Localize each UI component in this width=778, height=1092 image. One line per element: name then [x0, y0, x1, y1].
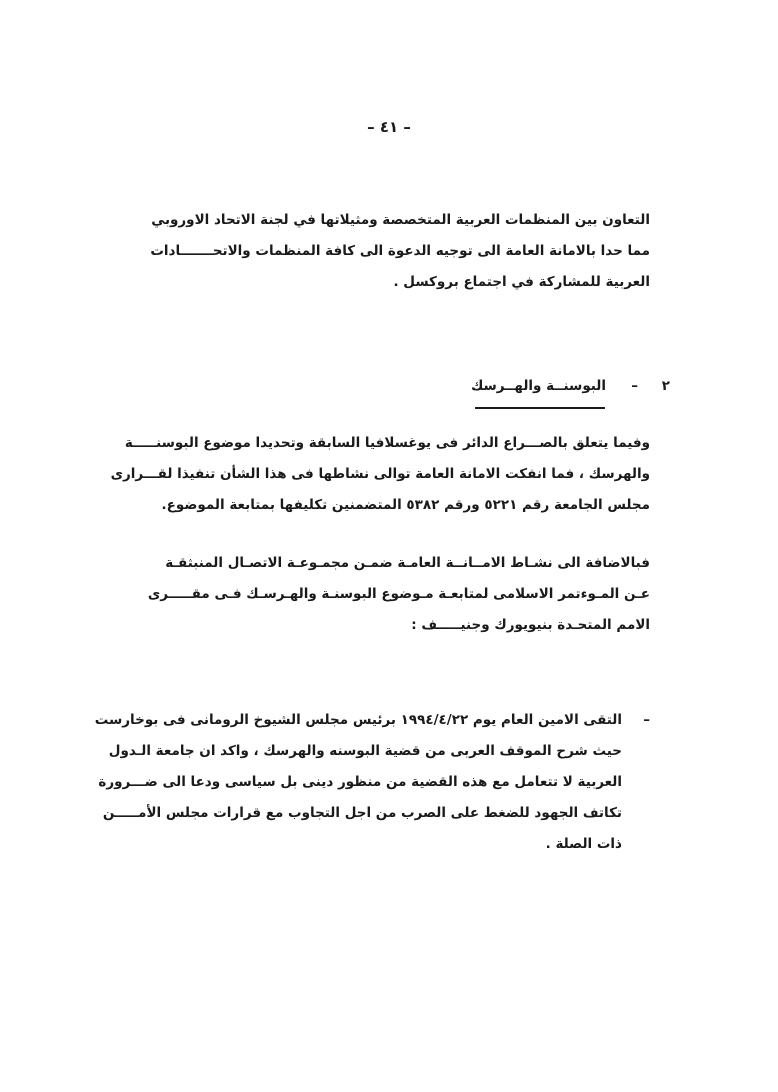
bullet-dash: – [643, 712, 650, 728]
bullet-line-1: التقى الامين العام يوم ١٩٩٤/٤/٢٢ برئيس مجلس الشيوخ الرومانى فى بوخارست [94, 712, 622, 728]
section-title-underline [475, 407, 605, 409]
paragraph2-line-3: الامم المتحـدة بنيويورك وجنيـــــف : [411, 617, 650, 633]
bullet-line-5: ذات الصلة . [545, 836, 622, 852]
paragraph1-line-1: وفيما يتعلق بالصـــراع الدائر فى يوغسلافيا السابقة وتحديدا موضوع البوسنـــــة [124, 435, 650, 451]
section-dash: – [631, 378, 638, 394]
paragraph2-line-2: عـن المـوءتمر الاسلامى لمتابعـة مـوضوع البوسنـة والهـرسـك فـى مقـــــرى [147, 586, 650, 602]
section-title: البوسنــة والهــرسك [470, 378, 606, 394]
paragraph1-line-2: والهرسك ، فما انفكت الامانة العامة توالى نشاطها فى هذا الشأن تنفيذا لقـــرارى [110, 466, 650, 482]
bullet-line-3: العربية لا تتعامل مع هذه القضية من منظور دينى بل سياسى ودعا الى ضـــرورة [98, 774, 622, 790]
bullet-line-4: تكاتف الجهود للضغط على الصرب من اجل التجاوب مع قرارات مجلس الأمـــــن [102, 805, 622, 821]
paragraph1-line-3: مجلس الجامعة رقم ٥٢٢١ ورقم ٥٣٨٢ المتضمنين تكليفها بمتابعة الموضوع. [161, 497, 650, 513]
paragraph2-line-1: فبالاضافة الى نشـاط الامــانــة العامـة ضمـن مجمـوعـة الاتصـال المنبثقـة [165, 555, 650, 571]
bullet-line-2: حيث شرح الموقف العربى من قضية البوسنه والهرسك ، واكد ان جامعة الـدول [108, 743, 622, 759]
section-number: ٢ [661, 378, 670, 394]
page-number: – ٤١ – [367, 118, 411, 136]
intro-line-2: مما حدا بالامانة العامة الى توجيه الدعوة الى كافة المنظمات والاتحـــــــادات [150, 243, 650, 259]
intro-line-1: التعاون بين المنظمات العربية المتخصصة ومثيلاتها في لجنة الاتحاد الاوروبي [151, 212, 650, 228]
intro-line-3: العربية للمشاركة في اجتماع بروكسل . [393, 274, 650, 290]
